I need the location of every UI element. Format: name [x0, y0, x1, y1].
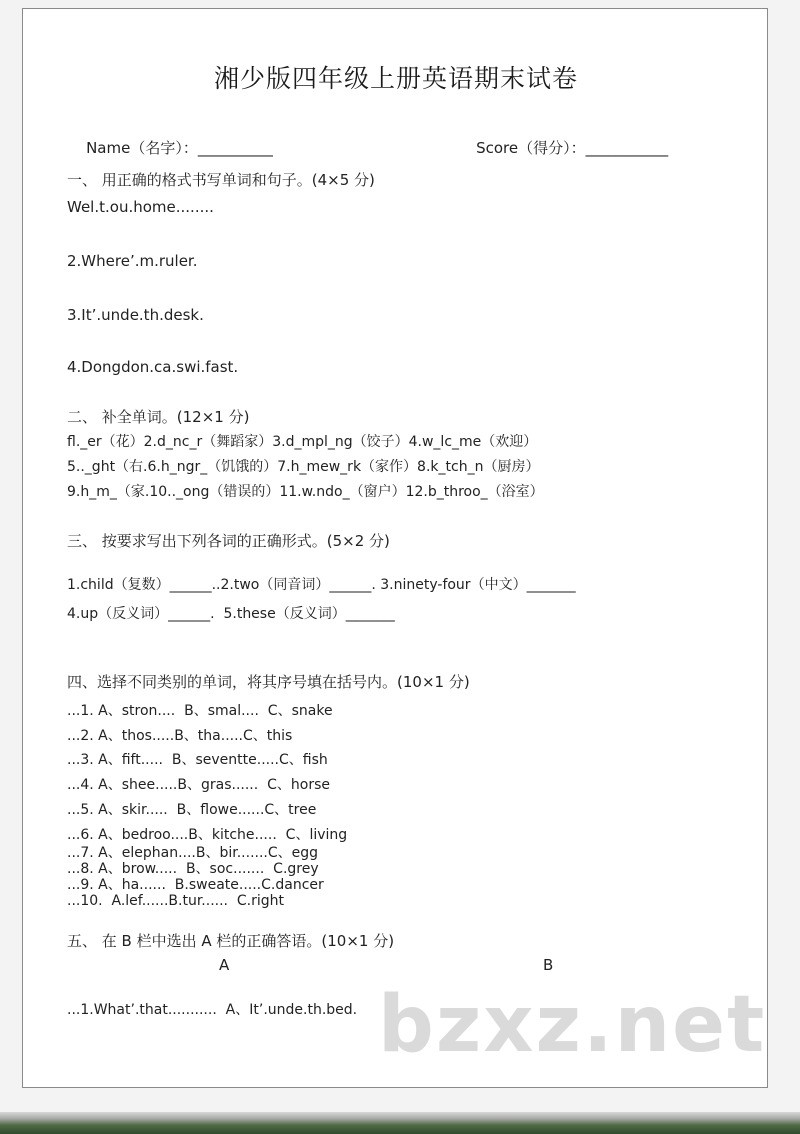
section5-heading: 五、 在 B 栏中选出 A 栏的正确答语。(10×1 分)	[67, 932, 395, 950]
section2-line-3: 9.h_m_（家.10.._ong（错误的）11.w.ndo_（窗户）12.b_throo_（浴室）	[67, 484, 544, 500]
column-a-header: A	[219, 956, 230, 974]
section4-item-6: ...6. A、bedroo....B、kitche..... C、living	[67, 827, 348, 843]
section2-line-2: 5.._ght（右.6.h_ngr_（饥饿的）7.h_mew_rk（家作）8.k_tch_n（厨房）	[67, 459, 540, 475]
section4-item-1: ...1. A、stron.... B、smal.... C、snake	[67, 703, 333, 719]
score-label: Score（得分）：	[476, 139, 586, 157]
watermark-text: bzxz.net	[378, 980, 767, 1070]
section2-line-1: fl._er（花）2.d_nc_r（舞蹈家）3.d_mpl_ng（饺子）4.w_lc_me（欢迎）	[67, 434, 538, 450]
section4-item-7: ...7. A、elephan....B、bir.......C、egg	[67, 845, 319, 861]
name-label: Name（名字）：	[86, 139, 198, 157]
name-field-label	[67, 119, 273, 176]
section1-item-2: 2.Where’.m.ruler.	[67, 252, 198, 270]
exam-paper	[22, 8, 768, 1088]
score-field-label	[457, 119, 668, 176]
section5-item-1: ...1.What’.that........... A、It’.unde.th.bed.	[67, 1002, 358, 1018]
section3-line-2: 4.up（反义词）______. 5.these（反义词）_______	[67, 606, 395, 622]
name-blank: __________	[197, 139, 273, 157]
section1-item-4: 4.Dongdon.ca.swi.fast.	[67, 358, 239, 376]
section4-item-5: ...5. A、skir..... B、flowe......C、tree	[67, 802, 317, 818]
section2-heading: 二、 补全单词。(12×1 分)	[67, 408, 250, 426]
exam-title: 湘少版四年级上册英语期末试卷	[213, 64, 578, 93]
section1-heading: 一、 用正确的格式书写单词和句子。(4×5 分)	[67, 171, 375, 189]
section3-heading: 三、 按要求写出下列各词的正确形式。(5×2 分)	[67, 532, 390, 550]
section4-item-8: ...8. A、brow..... B、soc....... C.grey	[67, 861, 319, 877]
section4-item-10: ...10. A.lef......B.tur...... C.right	[67, 893, 285, 909]
score-blank: ___________	[585, 139, 669, 157]
column-b-header: B	[543, 956, 554, 974]
section1-item-1: Wel.t.ou.home........	[67, 198, 214, 216]
section4-item-9: ...9. A、ha...... B.sweate.....C.dancer	[67, 877, 324, 893]
section3-line-1: 1.child（复数）______..2.two（同音词）______. 3.ninety-four（中文）_______	[67, 577, 576, 593]
section4-item-4: ...4. A、shee.....B、gras...... C、horse	[67, 777, 330, 793]
section4-item-2: ...2. A、thos.....B、tha.....C、this	[67, 728, 293, 744]
bottom-image-strip	[0, 1112, 800, 1134]
section4-item-3: ...3. A、fift..... B、seventte.....C、fish	[67, 752, 328, 768]
section4-heading: 四、选择不同类别的单词，将其序号填在括号内。(10×1 分)	[67, 673, 470, 691]
section1-item-3: 3.It’.unde.th.desk.	[67, 306, 204, 324]
